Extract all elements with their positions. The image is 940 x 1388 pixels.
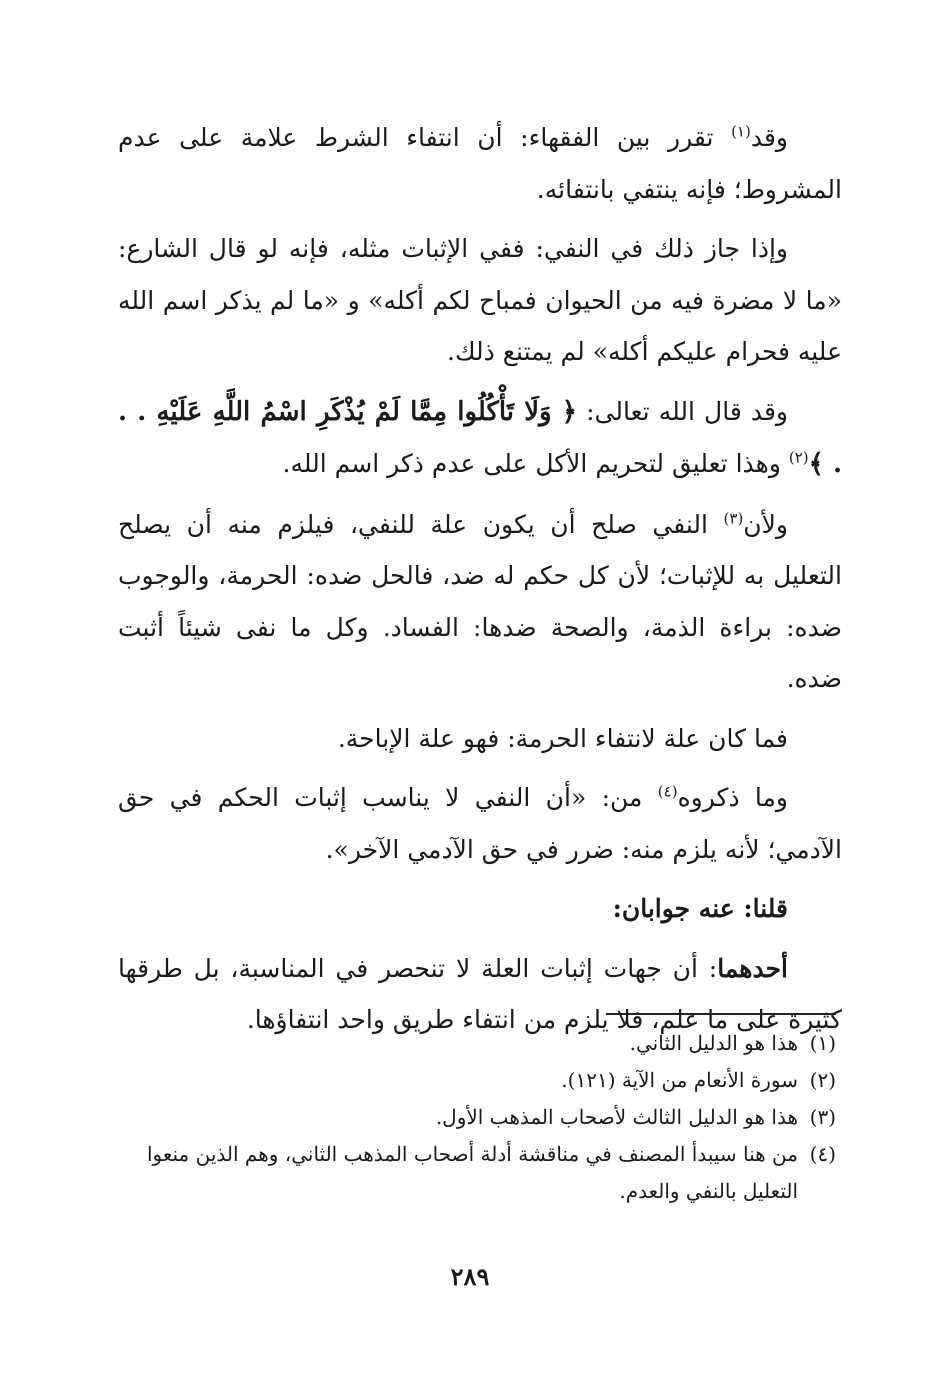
footnote-1-text: هذا هو الدليل الثاني. — [629, 1031, 798, 1055]
paragraph-3 — [118, 386, 842, 491]
footnote-ref-1[interactable]: (١) — [731, 122, 751, 141]
paragraph-1-lead: وقد — [750, 123, 788, 152]
quran-verse: ﴿ وَلَا تَأْكُلُوا مِمَّا لَمْ يُذْكَرِ اسْمُ اللَّهِ عَلَيْهِ . . . ﴾ — [118, 396, 842, 479]
footnote-4-text: من هنا سيبدأ المصنف في مناقشة أدلة أصحاب المذهب الثاني، وهم الذين منعوا التعليل بالنفي والعدم. — [146, 1142, 798, 1203]
paragraph-4-text: النفي صلح أن يكون علة للنفي، فيلزم منه أن يصلح التعليل به للإثبات؛ لأن كل حكم له ضد، فالحل ضده: الحرمة، والوجوب ضده: براءة الذمة، والصحة ضدها: الفساد. وكل ما نفى شيئاً أثبت ضده. — [118, 509, 842, 693]
footnote-4 — [112, 1136, 836, 1210]
footnote-1-number: (١) — [809, 1031, 836, 1055]
paragraph-6-lead: وما ذكروه — [677, 783, 788, 812]
paragraph-1-text: تقرر بين الفقهاء: أن انتفاء الشرط علامة على عدم المشروط؛ فإنه ينتفي بانتفائه. — [118, 123, 842, 204]
footnote-2-number: (٢) — [809, 1068, 836, 1092]
footnote-4-number: (٤) — [809, 1142, 836, 1166]
paragraph-5-text: فما كان علة لانتفاء الحرمة: فهو علة الإباحة. — [337, 723, 788, 753]
footnotes — [112, 1025, 836, 1210]
footnote-ref-4[interactable]: (٤) — [657, 782, 678, 801]
footnote-divider — [606, 1013, 836, 1015]
paragraph-2-text: وإذا جاز ذلك في النفي: ففي الإثبات مثله، فإنه لو قال الشارع: «ما لا مضرة فيه من الحيوان فمباح لكم أكله» و «ما لم يذكر اسم الله عليه فحرام عليكم أكله» لم يمتنع ذلك. — [118, 234, 842, 366]
paragraph-3-post: وهذا تعليق لتحريم الأكل على عدم ذكر اسم الله. — [282, 449, 789, 478]
footnote-3-number: (٣) — [809, 1105, 836, 1129]
paragraph-1 — [118, 112, 842, 215]
paragraph-8-text: : أن جهات إثبات العلة لا تنحصر في المناسبة، بل طرقها كثيرة على ما علم، فلا يلزم من انتفاء طريق واحد انتفاؤها. — [118, 953, 842, 1034]
paragraph-7 — [118, 883, 842, 935]
footnote-3 — [112, 1099, 836, 1136]
paragraph-4-lead: ولأن — [743, 509, 788, 539]
main-text — [118, 112, 842, 1054]
footnote-1 — [112, 1025, 836, 1062]
paragraph-5 — [118, 713, 842, 765]
footnote-3-text: هذا هو الدليل الثالث لأصحاب المذهب الأول. — [435, 1105, 798, 1129]
footnote-ref-3[interactable]: (٣) — [723, 509, 744, 528]
footnote-2-text: سورة الأنعام من الآية (١٢١). — [561, 1068, 798, 1092]
footnote-2 — [112, 1062, 836, 1099]
first-answer-label: أحدهما — [717, 953, 788, 983]
page-number: ٢٨٩ — [450, 1262, 490, 1291]
answers-heading: قلنا: عنه جوابان: — [612, 894, 788, 923]
paragraph-4 — [118, 499, 842, 705]
paragraph-6-text: من: «أن النفي لا يناسب إثبات الحكم في حق الآدمي؛ لأنه يلزم منه: ضرر في حق الآدمي الآخر». — [118, 783, 842, 864]
paragraph-3-pre: وقد قال الله تعالى: — [577, 396, 788, 426]
paragraph-6 — [118, 772, 842, 875]
paragraph-2 — [118, 223, 842, 378]
footnote-ref-2[interactable]: (٢) — [788, 448, 809, 467]
